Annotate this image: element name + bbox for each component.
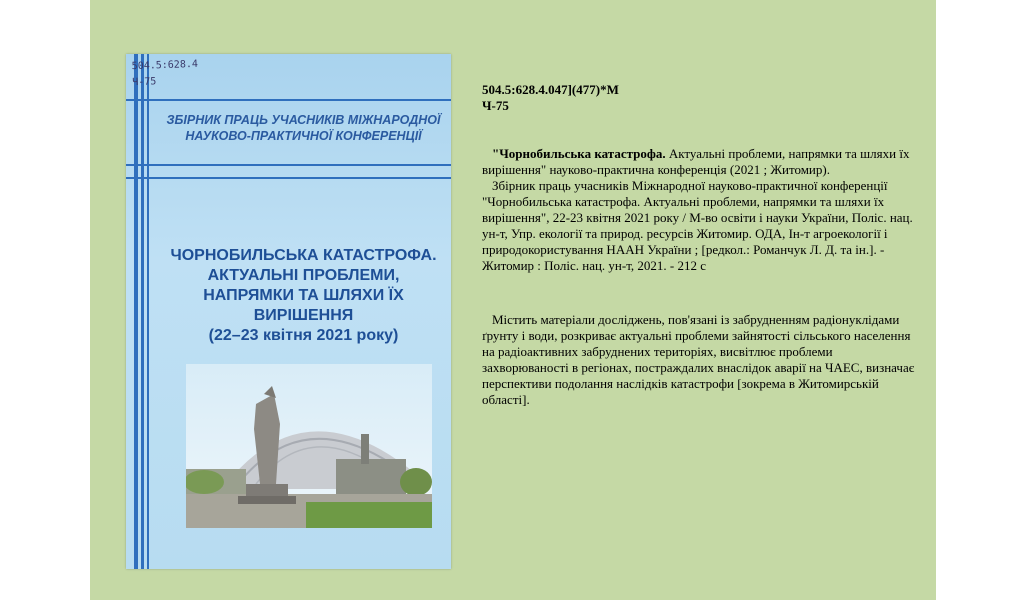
- record-description: Збірник праць учасників Міжнародної науково-практичної конференції "Чорнобильська катастрофа. Актуальні проблеми, напрямки та шляхи їх вирішення", 22-23 квітня 2021 року / М-во освіти і науки України, Поліс. нац. ун-т, Упр. екології та природ. ресурсів Житомир. ОДА, Ін-т агроекології і природокористування НААН України ; [редкол.: Романчук Л. Д. та ін.]. - Житомир : Поліс. нац. ун-т, 2021. - 212 с: [482, 178, 913, 273]
- record-title-bold: "Чорнобильська катастрофа.: [492, 146, 666, 161]
- cover-title: [162, 246, 445, 346]
- record-annotation: Містить матеріали досліджень, пов'язані із забрудненням радіонуклідами ґрунту і води, розкриває актуальні проблеми зайнятості сільського населення на радіоактивних забруднених територіях, висвітлює проблеми захворюваності в регіонах, постраждалих внаслідок аварії на ЧАЕС, визначає перспективи подолання наслідків катастрофи [зокрема в Житомирській області].: [482, 312, 915, 407]
- record-title-rest: Актуальні проблеми, напрямки та шляхи їх вирішення" науково-практична конференція (2021 ; Житомир).: [482, 146, 910, 177]
- udc-code: 504.5:628.4.047](477)*М: [482, 82, 619, 97]
- cover-subtitle: [166, 112, 441, 144]
- handwritten-shelf: Ч-75: [132, 76, 157, 89]
- catalog-record: [482, 82, 922, 408]
- cover-photo-memorial: [186, 364, 432, 528]
- record-title: [482, 146, 922, 178]
- cover-line-top: [126, 99, 451, 101]
- handwritten-notes: [131, 57, 198, 91]
- cover-title-dates: (22–23 квітня 2021 року): [208, 327, 399, 344]
- cover-title-line: АКТУАЛЬНІ ПРОБЛЕМИ,: [207, 267, 400, 284]
- book-cover: [126, 54, 451, 569]
- cover-stripes: [126, 54, 156, 569]
- cover-title-line: ЧОРНОБИЛЬСЬКА КАТАСТРОФА.: [170, 247, 437, 264]
- cover-subtitle-line: ЗБІРНИК ПРАЦЬ УЧАСНИКІВ МІЖНАРОДНОЇ: [166, 113, 441, 127]
- cover-line-mid: [126, 164, 451, 166]
- shelf-mark: Ч-75: [482, 98, 509, 113]
- cover-line-mid2: [126, 177, 451, 179]
- cover-title-line: НАПРЯМКИ ТА ШЛЯХИ ЇХ ВИРІШЕННЯ: [203, 287, 404, 324]
- handwritten-code: 504.5:628.4: [131, 58, 199, 73]
- cover-subtitle-line: НАУКОВО-ПРАКТИЧНОЇ КОНФЕРЕНЦІЇ: [185, 129, 422, 143]
